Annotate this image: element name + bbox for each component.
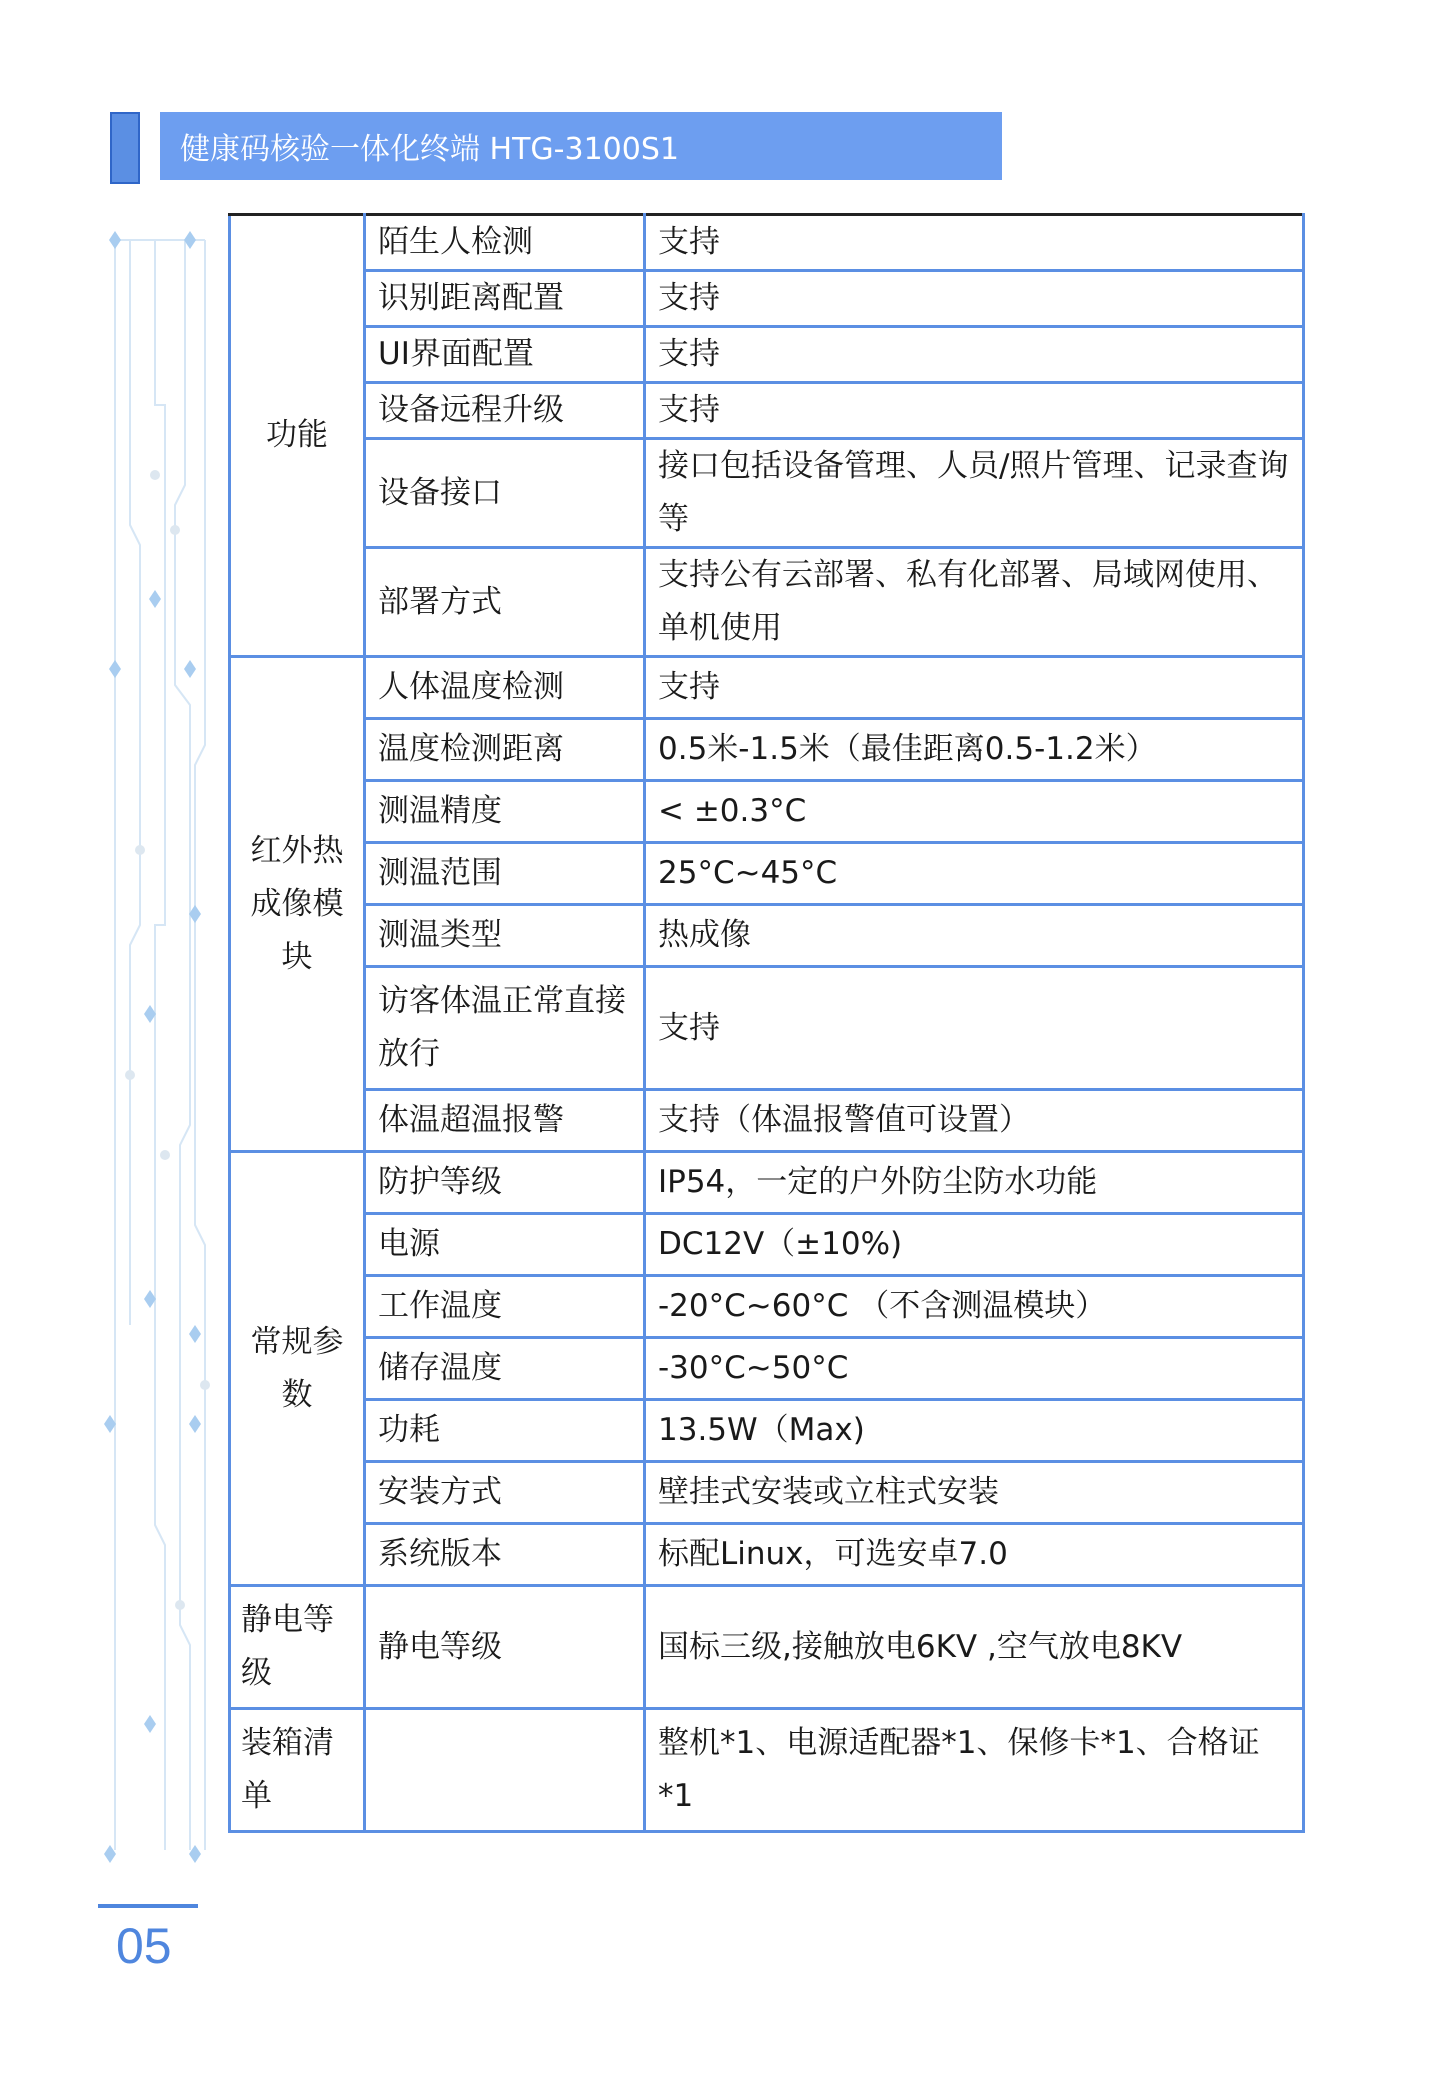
table-row (230, 1090, 1304, 1152)
item-cell (365, 1709, 645, 1832)
value-cell: 支持 (645, 215, 1304, 271)
table-row (230, 1276, 1304, 1338)
category-cell: 功能 (230, 215, 365, 657)
category-cell: 常规参数 (230, 1152, 365, 1586)
table-row (230, 1400, 1304, 1462)
table-row (230, 719, 1304, 781)
item-cell: 访客体温正常直接放行 (365, 967, 645, 1090)
value-cell: 支持 (645, 327, 1304, 383)
value-cell: 热成像 (645, 905, 1304, 967)
category-cell: 红外热成像模块 (230, 657, 365, 1152)
table-row (230, 327, 1304, 383)
value-cell: 标配Linux，可选安卓7.0 (645, 1524, 1304, 1586)
circuit-decoration (95, 225, 215, 1865)
table-row (230, 1586, 1304, 1709)
value-cell: 整机*1、电源适配器*1、保修卡*1、合格证*1 (645, 1709, 1304, 1832)
table-row (230, 383, 1304, 439)
table-row (230, 271, 1304, 327)
category-cell: 静电等级 (230, 1586, 365, 1709)
table-row (230, 905, 1304, 967)
item-cell: UI界面配置 (365, 327, 645, 383)
table-row (230, 215, 1304, 271)
value-cell: 支持（体温报警值可设置） (645, 1090, 1304, 1152)
table-row (230, 843, 1304, 905)
item-cell: 陌生人检测 (365, 215, 645, 271)
item-cell: 电源 (365, 1214, 645, 1276)
item-cell: 测温范围 (365, 843, 645, 905)
item-cell: 设备远程升级 (365, 383, 645, 439)
table-row (230, 1152, 1304, 1214)
item-cell: 储存温度 (365, 1338, 645, 1400)
table-row (230, 1214, 1304, 1276)
table-row (230, 439, 1304, 548)
value-cell: < ±0.3°C (645, 781, 1304, 843)
table-row (230, 657, 1304, 719)
item-cell: 系统版本 (365, 1524, 645, 1586)
page-number: 05 (116, 1918, 172, 1974)
table-row (230, 1709, 1304, 1832)
item-cell: 工作温度 (365, 1276, 645, 1338)
item-cell: 体温超温报警 (365, 1090, 645, 1152)
table-row (230, 1462, 1304, 1524)
table-row (230, 967, 1304, 1090)
header-title: 健康码核验一体化终端 HTG-3100S1 (180, 132, 679, 167)
item-cell: 安装方式 (365, 1462, 645, 1524)
value-cell: -30°C~50°C (645, 1338, 1304, 1400)
value-cell: 支持 (645, 657, 1304, 719)
value-cell: IP54，一定的户外防尘防水功能 (645, 1152, 1304, 1214)
value-cell: 25°C~45°C (645, 843, 1304, 905)
item-cell: 部署方式 (365, 548, 645, 657)
spec-table (228, 213, 1305, 1833)
item-cell: 测温精度 (365, 781, 645, 843)
value-cell: 壁挂式安装或立柱式安装 (645, 1462, 1304, 1524)
item-cell: 人体温度检测 (365, 657, 645, 719)
value-cell: 0.5米-1.5米（最佳距离0.5-1.2米） (645, 719, 1304, 781)
header-accent-square (110, 112, 140, 184)
table-row (230, 1338, 1304, 1400)
item-cell: 功耗 (365, 1400, 645, 1462)
table-row (230, 781, 1304, 843)
item-cell: 识别距离配置 (365, 271, 645, 327)
value-cell: DC12V（±10%) (645, 1214, 1304, 1276)
page-number-rule (98, 1904, 198, 1908)
value-cell: -20°C~60°C （不含测温模块） (645, 1276, 1304, 1338)
value-cell: 支持公有云部署、私有化部署、局域网使用、单机使用 (645, 548, 1304, 657)
value-cell: 接口包括设备管理、人员/照片管理、记录查询等 (645, 439, 1304, 548)
value-cell: 支持 (645, 271, 1304, 327)
item-cell: 设备接口 (365, 439, 645, 548)
value-cell: 13.5W（Max) (645, 1400, 1304, 1462)
category-cell: 装箱清单 (230, 1709, 365, 1832)
value-cell: 支持 (645, 967, 1304, 1090)
item-cell: 温度检测距离 (365, 719, 645, 781)
item-cell: 防护等级 (365, 1152, 645, 1214)
item-cell: 静电等级 (365, 1586, 645, 1709)
table-row (230, 1524, 1304, 1586)
value-cell: 国标三级,接触放电6KV ,空气放电8KV (645, 1586, 1304, 1709)
table-row (230, 548, 1304, 657)
item-cell: 测温类型 (365, 905, 645, 967)
value-cell: 支持 (645, 383, 1304, 439)
header-title-bar (160, 112, 1002, 180)
